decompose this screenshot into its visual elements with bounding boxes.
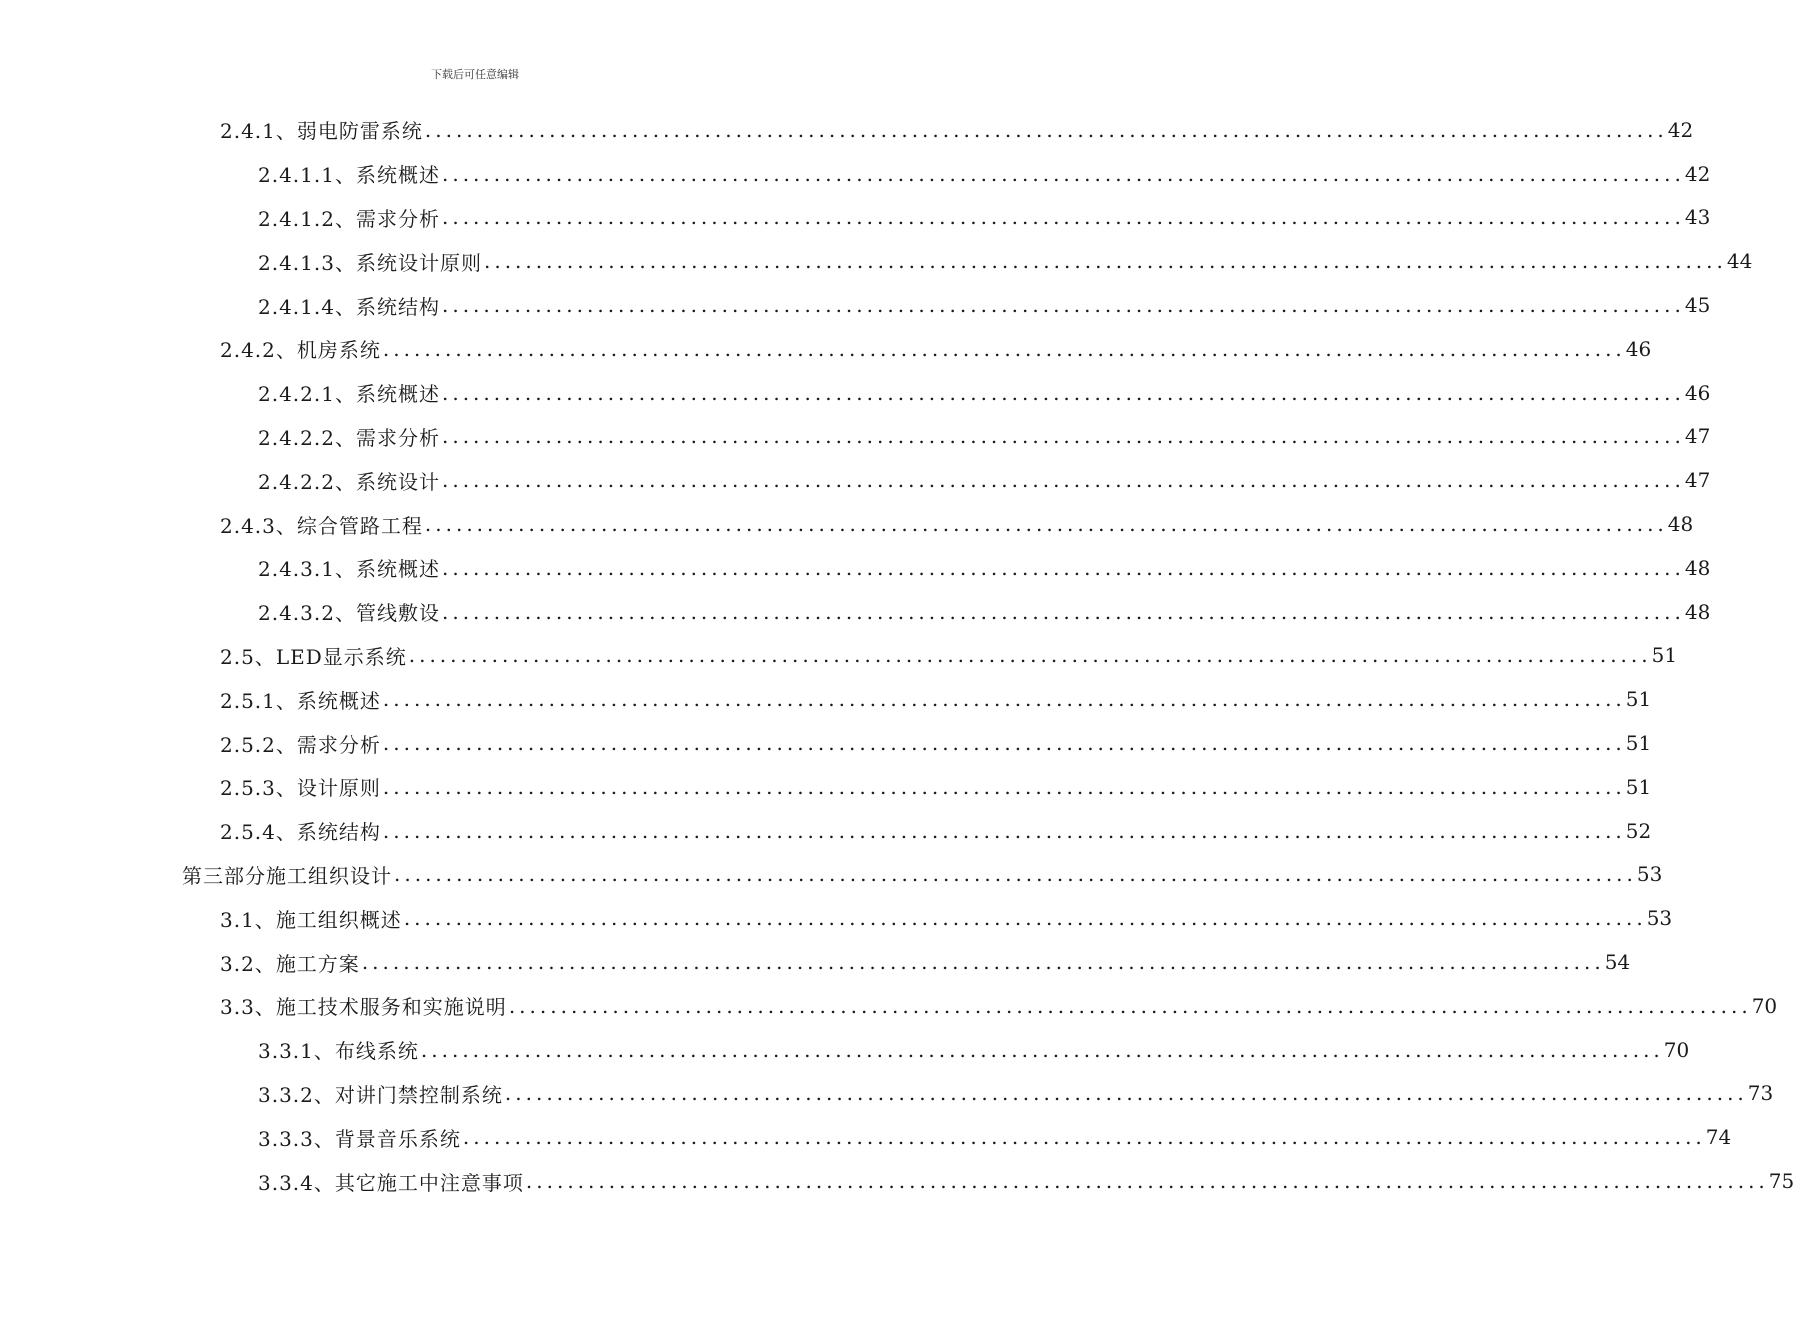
toc-entry[interactable]	[0, 327, 1652, 371]
toc-entry-page-number: 42	[1684, 161, 1711, 186]
toc-entry-title: 弱电防雷系统	[296, 119, 423, 144]
toc-leader-dots: ........................................................................................................................	[441, 468, 1685, 493]
toc-leader-dots: ........................................................................................................................	[394, 862, 1637, 887]
toc-entry[interactable]	[0, 196, 1711, 240]
toc-entry[interactable]	[0, 853, 1663, 897]
toc-entry-title: 系统概述	[355, 557, 440, 582]
toc-entry[interactable]	[0, 239, 1753, 283]
toc-leader-dots: ........................................................................................................................	[441, 205, 1685, 230]
toc-entry[interactable]	[0, 1115, 1732, 1159]
toc-leader-dots: ........................................................................................................................	[420, 1037, 1664, 1062]
toc-entry-page-number: 74	[1705, 1125, 1732, 1150]
toc-entry[interactable]	[0, 940, 1631, 984]
toc-entry[interactable]	[0, 984, 1778, 1028]
toc-leader-dots: ........................................................................................................................	[382, 818, 1626, 843]
toc-entry-page-number: 48	[1684, 599, 1711, 624]
toc-entry-number: 3.2、	[220, 951, 276, 976]
toc-leader-dots: ........................................................................................................................	[441, 555, 1685, 580]
toc-entry[interactable]	[0, 108, 1694, 152]
toc-entry-title: 系统结构	[355, 294, 440, 319]
toc-leader-dots: ........................................................................................................................	[424, 117, 1668, 142]
toc-entry-page-number: 70	[1663, 1037, 1690, 1062]
toc-entry-title: 管线敷设	[355, 601, 440, 626]
toc-entry-number: 2.4.3、	[220, 513, 297, 538]
toc-leader-dots: ........................................................................................................................	[403, 906, 1647, 931]
toc-entry-number: 2.4.1.4、	[258, 294, 356, 319]
toc-entry[interactable]	[0, 371, 1711, 415]
toc-entry-page-number: 52	[1625, 818, 1652, 843]
toc-entry-title: 施工组织设计	[266, 863, 392, 888]
toc-entry[interactable]	[0, 1159, 1794, 1203]
toc-entry-title: 需求分析	[296, 732, 381, 757]
toc-entry-number: 2.4.2.2、	[258, 425, 356, 450]
toc-leader-dots: ........................................................................................................................	[483, 249, 1727, 274]
toc-entry-number: 2.4.1、	[220, 119, 297, 144]
toc-entry-title: 系统设计原则	[355, 250, 482, 275]
toc-entry-number: 2.5.4、	[220, 820, 297, 845]
toc-entry-page-number: 48	[1684, 555, 1711, 580]
page-header: 下载后可任意编辑	[431, 68, 519, 81]
toc-leader-dots: ........................................................................................................................	[441, 599, 1685, 624]
toc-entry-number: 3.1、	[220, 907, 276, 932]
toc-leader-dots: ........................................................................................................................	[382, 774, 1626, 799]
toc-leader-dots: ........................................................................................................................	[424, 512, 1668, 537]
toc-entry-page-number: 47	[1684, 424, 1711, 449]
toc-leader-dots: ........................................................................................................................	[525, 1169, 1769, 1194]
toc-entry-page-number: 46	[1684, 380, 1711, 405]
toc-entry-page-number: 70	[1751, 993, 1778, 1018]
toc-entry-page-number: 53	[1646, 906, 1673, 931]
toc-entry[interactable]	[0, 502, 1694, 546]
toc-entry-title: 施工方案	[275, 951, 360, 976]
toc-entry-title: 综合管路工程	[296, 513, 423, 538]
toc-entry[interactable]	[0, 546, 1711, 590]
toc-leader-dots: ........................................................................................................................	[441, 424, 1685, 449]
toc-entry-title: 系统概述	[355, 163, 440, 188]
toc-entry-page-number: 47	[1684, 468, 1711, 493]
toc-entry-number: 3.3、	[220, 995, 276, 1020]
toc-entry-number: 2.5、	[220, 644, 276, 669]
toc-entry[interactable]	[0, 765, 1652, 809]
toc-entry-page-number: 75	[1768, 1169, 1794, 1194]
toc-leader-dots: ........................................................................................................................	[382, 687, 1626, 712]
toc-entry[interactable]	[0, 283, 1711, 327]
toc-entry[interactable]	[0, 415, 1711, 459]
table-of-contents	[0, 108, 1794, 1203]
toc-leader-dots: ........................................................................................................................	[504, 1081, 1748, 1106]
toc-leader-dots: ........................................................................................................................	[408, 643, 1652, 668]
toc-entry-page-number: 53	[1636, 862, 1663, 887]
toc-entry-title: 系统概述	[355, 382, 440, 407]
toc-entry[interactable]	[0, 152, 1711, 196]
toc-entry-number: 2.4.1.2、	[258, 206, 356, 231]
toc-entry-page-number: 45	[1684, 293, 1711, 318]
toc-entry-title: 设计原则	[296, 776, 381, 801]
toc-entry-number: 2.4.1.1、	[258, 163, 356, 188]
toc-entry-title: 系统结构	[296, 820, 381, 845]
toc-entry-number: 2.4.3.1、	[258, 557, 356, 582]
toc-entry-number: 2.4.2、	[220, 338, 297, 363]
toc-entry[interactable]	[0, 634, 1678, 678]
toc-entry-number: 2.4.3.2、	[258, 601, 356, 626]
toc-entry[interactable]	[0, 590, 1711, 634]
toc-entry-page-number: 48	[1667, 512, 1694, 537]
toc-entry-number: 3.3.3、	[258, 1126, 335, 1151]
toc-entry-number: 2.4.2.1、	[258, 382, 356, 407]
toc-leader-dots: ........................................................................................................................	[462, 1125, 1706, 1150]
toc-entry-page-number: 43	[1684, 205, 1711, 230]
toc-entry-title: LED显示系统	[275, 644, 407, 669]
toc-entry[interactable]	[0, 809, 1652, 853]
toc-entry-number: 3.3.1、	[258, 1039, 335, 1064]
toc-entry-title: 施工组织概述	[275, 907, 402, 932]
toc-entry-title: 布线系统	[334, 1039, 419, 1064]
toc-entry[interactable]	[0, 1072, 1774, 1116]
toc-entry-page-number: 51	[1625, 774, 1652, 799]
toc-entry-title: 系统设计	[355, 469, 440, 494]
toc-entry-title: 其它施工中注意事项	[334, 1170, 524, 1195]
toc-entry-title: 需求分析	[355, 206, 440, 231]
toc-entry[interactable]	[0, 677, 1652, 721]
toc-entry-number: 2.5.2、	[220, 732, 297, 757]
toc-leader-dots: ........................................................................................................................	[441, 380, 1685, 405]
toc-leader-dots: ........................................................................................................................	[382, 336, 1626, 361]
toc-leader-dots: ........................................................................................................................	[382, 731, 1626, 756]
toc-entry-page-number: 42	[1667, 117, 1694, 142]
toc-entry-title: 对讲门禁控制系统	[334, 1082, 503, 1107]
toc-entry-page-number: 51	[1625, 687, 1652, 712]
toc-entry[interactable]	[0, 458, 1711, 502]
toc-entry-title: 背景音乐系统	[334, 1126, 461, 1151]
toc-entry[interactable]	[0, 896, 1673, 940]
toc-leader-dots: ........................................................................................................................	[441, 293, 1685, 318]
toc-entry[interactable]	[0, 721, 1652, 765]
toc-entry-title: 需求分析	[355, 425, 440, 450]
toc-leader-dots: ........................................................................................................................	[441, 161, 1685, 186]
toc-leader-dots: ........................................................................................................................	[361, 950, 1605, 975]
toc-entry-number: 3.3.4、	[258, 1170, 335, 1195]
toc-entry-page-number: 51	[1625, 731, 1652, 756]
toc-entry-number: 第三部分	[182, 863, 266, 888]
toc-entry-page-number: 44	[1726, 249, 1753, 274]
toc-entry-number: 2.4.1.3、	[258, 250, 356, 275]
toc-entry-page-number: 73	[1747, 1081, 1774, 1106]
toc-leader-dots: ........................................................................................................................	[508, 993, 1752, 1018]
toc-entry-number: 2.5.3、	[220, 776, 297, 801]
toc-entry[interactable]	[0, 1028, 1690, 1072]
toc-entry-page-number: 51	[1651, 643, 1678, 668]
toc-entry-number: 3.3.2、	[258, 1082, 335, 1107]
toc-entry-title: 机房系统	[296, 338, 381, 363]
toc-entry-title: 施工技术服务和实施说明	[275, 995, 507, 1020]
toc-entry-page-number: 54	[1604, 950, 1631, 975]
toc-entry-page-number: 46	[1625, 336, 1652, 361]
toc-entry-number: 2.5.1、	[220, 688, 297, 713]
toc-entry-number: 2.4.2.2、	[258, 469, 356, 494]
toc-entry-title: 系统概述	[296, 688, 381, 713]
